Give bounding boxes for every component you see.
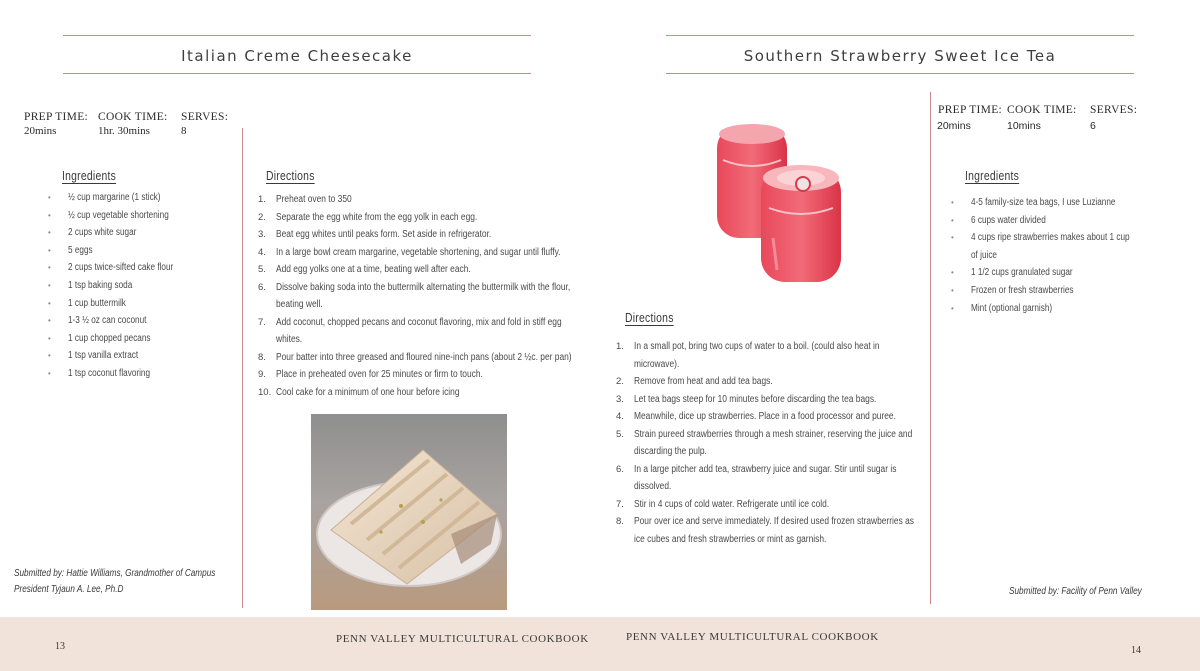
step-number: 9. — [258, 369, 266, 380]
footer-band — [0, 617, 1200, 671]
cook-time-label: COOK TIME: — [1007, 104, 1077, 116]
step-number: 5. — [258, 264, 266, 275]
footer-title-right: PENN VALLEY MULTICULTURAL COOKBOOK — [626, 631, 879, 643]
step-text: Add coconut, chopped pecans and coconut flavoring, mix and fold in stiff egg whites. — [276, 316, 562, 345]
right-page — [600, 0, 1200, 617]
submitted-by: Submitted by: Facility of Penn Valley — [1009, 586, 1142, 597]
step-text: Cool cake for a minimum of one hour before icing — [276, 386, 460, 398]
ingredients-list — [48, 189, 238, 383]
prep-time-value: 20mins — [24, 125, 57, 137]
directions-heading: Directions — [266, 168, 315, 183]
step-text: Separate the egg white from the egg yolk in each egg. — [276, 211, 478, 223]
directions-list — [258, 191, 583, 401]
ingredient-text: 1 cup buttermilk — [68, 297, 126, 309]
ingredient-item — [951, 300, 1136, 318]
recipe-title: Southern Strawberry Sweet Ice Tea — [743, 47, 1057, 65]
page-number-right: 14 — [1131, 645, 1141, 656]
step-text: In a small pot, bring two cups of water to a boil. (could also heat in microwave). — [634, 341, 880, 370]
ingredient-text: 2 cups white sugar — [68, 227, 137, 239]
ingredients-heading: Ingredients — [62, 168, 117, 183]
direction-step — [258, 209, 583, 227]
step-text: Remove from heat and add tea bags. — [634, 376, 773, 387]
ingredient-item — [951, 194, 1136, 212]
step-text: Meanwhile, dice up strawberries. Place in a food processor and puree. — [634, 411, 896, 422]
ingredient-text: ½ cup vegetable shortening — [68, 209, 169, 221]
cook-time-value: 10mins — [1007, 120, 1041, 132]
direction-step — [258, 366, 583, 384]
strawberry-tea-jars-image — [713, 120, 858, 285]
ingredient-item — [48, 277, 238, 295]
directions-heading: Directions — [625, 310, 674, 325]
title-top-rule — [63, 35, 531, 36]
step-text: Dissolve baking soda into the buttermilk alternating the buttermilk with the flour, beating well. — [276, 281, 571, 310]
direction-step — [258, 384, 583, 402]
step-text: Preheat oven to 350 — [276, 194, 352, 205]
step-number: 8. — [616, 516, 624, 527]
ingredient-item — [48, 259, 238, 277]
step-number: 3. — [616, 393, 624, 405]
step-text: Let tea bags steep for 10 minutes before discarding the tea bags. — [634, 393, 877, 405]
step-number: 10. — [258, 386, 272, 398]
direction-step — [616, 426, 918, 461]
step-text: In a large bowl cream margarine, vegetable shortening, and sugar until fluffy. — [276, 246, 561, 258]
recipe-title: Italian Creme Cheesecake — [181, 47, 413, 65]
direction-step — [258, 279, 583, 314]
step-text: Place in preheated oven for 25 minutes or firm to touch. — [276, 369, 483, 380]
ingredient-text: 1 tsp baking soda — [68, 279, 133, 291]
ingredient-item — [951, 282, 1136, 300]
step-number: 3. — [258, 229, 266, 240]
direction-step — [616, 373, 918, 391]
ingredient-item — [951, 229, 1136, 264]
direction-step — [258, 349, 583, 367]
ingredient-text: 2 cups twice-sifted cake flour — [68, 262, 174, 274]
ingredient-item — [48, 224, 238, 242]
ingredient-text: Frozen or fresh strawberries — [971, 284, 1074, 296]
step-text: Pour over ice and serve immediately. If desired used frozen strawberries as ice cubes and fresh strawberries or mint as garnish. — [634, 516, 914, 545]
footer-title-left: PENN VALLEY MULTICULTURAL COOKBOOK — [336, 633, 589, 645]
step-text: In a large pitcher add tea, strawberry juice and sugar. Stir until sugar is dissolved. — [634, 463, 897, 492]
title-bottom-rule — [666, 73, 1134, 74]
title-top-rule — [666, 35, 1134, 36]
left-page — [0, 0, 600, 617]
step-number: 7. — [616, 498, 624, 510]
direction-step — [258, 226, 583, 244]
ingredient-text: 4-5 family-size tea bags, I use Luzianne — [971, 197, 1116, 208]
direction-step — [616, 513, 918, 548]
column-divider — [930, 92, 931, 604]
cook-time-label: COOK TIME: — [98, 111, 168, 123]
submitted-by-line2: President Tyjaun A. Lee, Ph.D — [14, 584, 124, 595]
step-number: 7. — [258, 316, 266, 328]
ingredient-item — [48, 347, 238, 365]
ingredients-list — [951, 194, 1136, 317]
ingredient-text: 1 cup chopped pecans — [68, 332, 151, 344]
ingredient-text: 5 eggs — [68, 244, 93, 256]
step-text: Strain pureed strawberries through a mesh strainer, reserving the juice and discarding the pulp. — [634, 428, 913, 457]
step-number: 6. — [258, 281, 266, 293]
submitted-by-line1: Submitted by: Hattie Williams, Grandmother of Campus — [14, 568, 216, 579]
step-text: Beat egg whites until peaks form. Set aside in refrigerator. — [276, 229, 492, 240]
page-number-left: 13 — [55, 641, 65, 652]
ingredient-item — [48, 295, 238, 313]
ingredient-text: Mint (optional garnish) — [971, 302, 1053, 314]
ingredient-text: 1 1/2 cups granulated sugar — [971, 267, 1073, 279]
step-number: 2. — [258, 211, 266, 223]
step-number: 2. — [616, 376, 624, 387]
column-divider — [242, 128, 243, 608]
serves-value: 6 — [1090, 120, 1096, 132]
serves-value: 8 — [181, 125, 187, 137]
ingredients-heading: Ingredients — [965, 168, 1020, 183]
ingredient-text: 6 cups water divided — [971, 214, 1046, 226]
ingredient-text: 1 tsp coconut flavoring — [68, 367, 151, 379]
title-bottom-rule — [63, 73, 531, 74]
ingredient-text: 4 cups ripe strawberries makes about 1 cup of juice — [971, 232, 1130, 261]
ingredient-text: 1 tsp vanilla extract — [68, 350, 139, 362]
direction-step — [616, 391, 918, 409]
direction-step — [258, 261, 583, 279]
prep-time-label: PREP TIME: — [24, 111, 89, 123]
ingredient-item — [48, 312, 238, 330]
step-text: Add egg yolks one at a time, beating well after each. — [276, 264, 471, 275]
ingredient-item — [951, 212, 1136, 230]
step-number: 1. — [616, 341, 624, 352]
direction-step — [616, 461, 918, 496]
direction-step — [616, 496, 918, 514]
step-number: 8. — [258, 351, 266, 363]
prep-time-label: PREP TIME: — [938, 104, 1003, 116]
step-text: Pour batter into three greased and floured nine-inch pans (about 2 ½c. per pan) — [276, 351, 572, 363]
cheesecake-photo — [311, 414, 507, 610]
prep-time-value: 20mins — [937, 120, 971, 132]
ingredient-text: 1-3 ½ oz can coconut — [68, 315, 147, 327]
direction-step — [616, 338, 918, 373]
step-number: 4. — [258, 246, 266, 258]
serves-label: SERVES: — [181, 111, 229, 123]
ingredient-item — [48, 330, 238, 348]
direction-step — [258, 191, 583, 209]
ingredient-text: ½ cup margarine (1 stick) — [68, 192, 161, 203]
ingredient-item — [48, 207, 238, 225]
direction-step — [616, 408, 918, 426]
ingredient-item — [48, 242, 238, 260]
direction-step — [258, 244, 583, 262]
step-number: 1. — [258, 194, 266, 205]
serves-label: SERVES: — [1090, 104, 1138, 116]
direction-step — [258, 314, 583, 349]
step-number: 5. — [616, 428, 624, 440]
ingredient-item — [48, 189, 238, 207]
ingredient-item — [48, 365, 238, 383]
directions-list — [616, 338, 918, 548]
step-number: 6. — [616, 463, 624, 475]
ingredient-item — [951, 264, 1136, 282]
step-number: 4. — [616, 411, 624, 422]
cook-time-value: 1hr. 30mins — [98, 125, 150, 137]
step-text: Stir in 4 cups of cold water. Refrigerate until ice cold. — [634, 498, 830, 510]
